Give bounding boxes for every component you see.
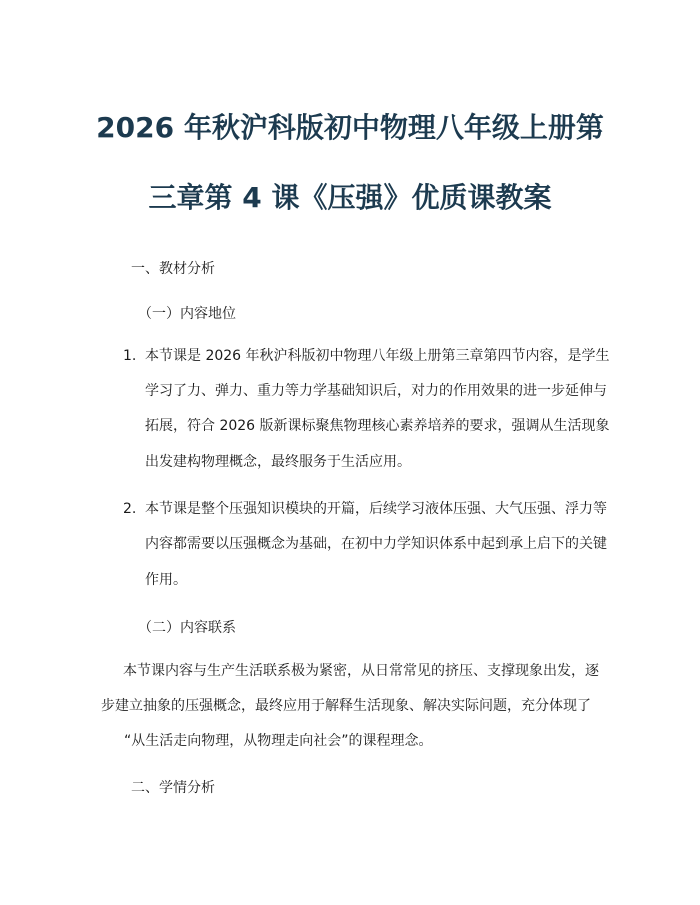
list-item-line: 本节课是 2026 年秋沪科版初中物理八年级上册第三章第四节内容，是学生 — [145, 348, 610, 364]
list-item-line: 出发建构物理概念，最终服务于生活应用。 — [145, 454, 411, 470]
list-item-line: 内容都需要以压强概念为基础，在初中力学知识体系中起到承上启下的关键 — [145, 536, 607, 552]
list-item-line: 拓展，符合 2026 版新课标聚焦物理核心素养培养的要求，强调从生活现象 — [145, 418, 610, 434]
paragraph-line: 步建立抽象的压强概念，最终应用于解释生活现象、解决实际问题，充分体现了 — [101, 698, 591, 714]
document-title-line-1: 2026 年秋沪科版初中物理八年级上册第 — [96, 111, 604, 144]
list-item-line: 本节课是整个压强知识模块的开篇，后续学习液体压强、大气压强、浮力等 — [145, 501, 607, 517]
subsection-heading-1: （一）内容地位 — [138, 306, 236, 322]
list-item-line: 学习了力、弹力、重力等力学基础知识后，对力的作用效果的进一步延伸与 — [145, 383, 607, 399]
section-heading-2: 二、学情分析 — [131, 780, 215, 796]
list-item-line: 作用。 — [145, 572, 187, 588]
list-item-number: 2. — [123, 501, 137, 517]
section-heading-1: 一、教材分析 — [131, 261, 215, 277]
list-item-number: 1. — [123, 348, 137, 364]
paragraph-line: 本节课内容与生产生活联系极为紧密，从日常常见的挤压、支撑现象出发，逐 — [123, 663, 599, 679]
document-title-line-2: 三章第 4 课《压强》优质课教案 — [148, 181, 552, 214]
paragraph-line: “从生活走向物理，从物理走向社会”的课程理念。 — [124, 733, 433, 749]
subsection-heading-2: （二）内容联系 — [138, 620, 236, 636]
